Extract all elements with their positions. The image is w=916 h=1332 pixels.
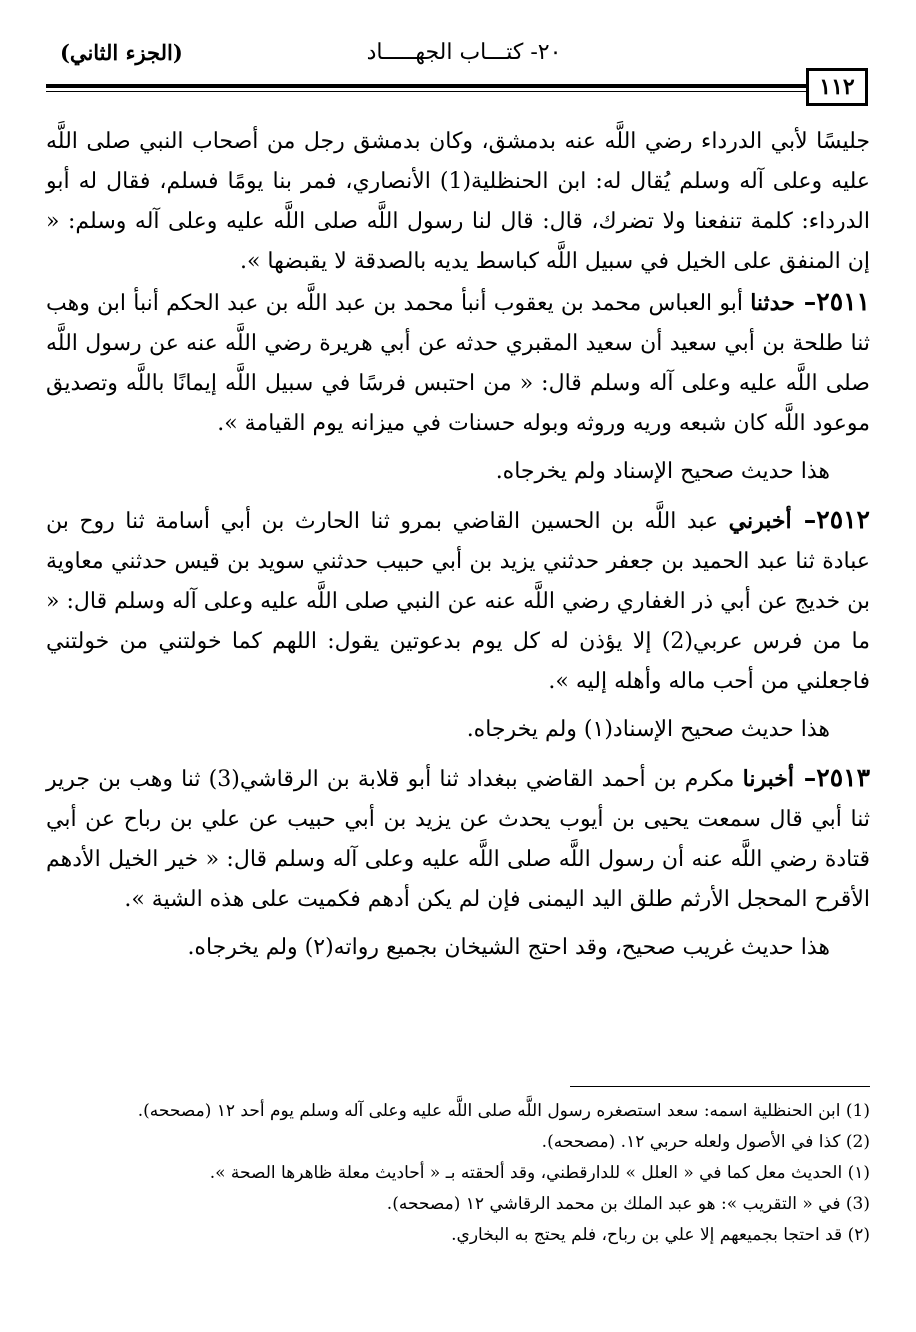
hadith-text: عبد اللَّه بن الحسين القاضي بمرو ثنا الحارث بن أبي أسامة ثنا روح بن عبادة ثنا عبد الحميد بن جعفر حدثني يزيد بن أبي حبيب حدثني سويد بن قيس حدثني معاوية بن خديج عن أبي ذر الغفاري رضي اللَّه عنه عن النبي صلى اللَّه عليه وعلى آله وسلم قال: « ما من فرس عربي(2) إلا يؤذن له كل يوم بدعوتين يقول: اللهم كما خولتني من خولتني فاجعلني من أحب ماله وأهله إليه ». bbox=[46, 509, 870, 694]
footnote: (2) كذا في الأصول ولعله حربي ١٢. (مصححه). bbox=[541, 1132, 870, 1152]
footnote-separator bbox=[570, 1086, 870, 1087]
footnote: (1) ابن الحنظلية اسمه: سعد استصغره رسول اللَّه صلى اللَّه عليه وعلى آله وسلم يوم أحد ١٢ (مصححه). bbox=[137, 1101, 870, 1121]
hadith-2511: ٢٥١١– حدثنا أبو العباس محمد بن يعقوب أنبأ محمد بن عبد اللَّه بن عبد الحكم أنبأ ابن وهب ثنا طلحة بن أبي سعيد أن سعيد المقبري حدثه عن أبي هريرة رضي اللَّه عنه عن رسول اللَّه صلى اللَّه عليه وعلى آله وسلم قال: « من احتبس فرسًا في سبيل اللَّه إيمانًا باللَّه وتصديق موعود اللَّه كان شبعه وريه وروثه وبوله حسنات في ميزانه يوم القيامة ». bbox=[46, 287, 870, 436]
footnote: (3) في « التقريب »: هو عبد الملك بن محمد الرقاشي ١٢ (مصححه). bbox=[386, 1194, 870, 1214]
footnote: (١) الحديث معل كما في « العلل » للدارقطني، وقد ألحقته بـ « أحاديث معلة ظاهرها الصحة ». bbox=[209, 1163, 870, 1183]
hadith-2513: ٢٥١٣– أخبرنا مكرم بن أحمد القاضي ببغداد ثنا أبو قلابة بن الرقاشي(3) ثنا وهب بن جرير ثنا أبي قال سمعت يحيى بن أيوب يحدث عن يزيد بن أبي حبيب عن علي بن رباح عن أبي قتادة رضي اللَّه عنه أن رسول اللَّه صلى اللَّه عليه وعلى آله وسلم قال: « خير الخيل الأدهم الأقرح المحجل الأرثم طلق اليد اليمنى فإن لم يكن أدهم فكميت على هذه الشية ». bbox=[46, 763, 870, 912]
intro-paragraph: جليسًا لأبي الدرداء رضي اللَّه عنه بدمشق، وكان بدمشق رجل من أصحاب النبي صلى اللَّه عليه وعلى آله وسلم يُقال له: ابن الحنظلية(1) الأنصاري، فمر بنا يومًا فسلم، فقال له أبو الدرداء: كلمة تنفعنا ولا تضرك، قال: قال لنا رسول اللَّه صلى اللَّه عليه وعلى آله وسلم: « إن المنفق على الخيل في سبيل اللَّه كباسط يديه بالصدقة لا يقبضها ». bbox=[46, 129, 871, 274]
hadith-text: أبو العباس محمد بن يعقوب أنبأ محمد بن عبد اللَّه بن عبد الحكم أنبأ ابن وهب ثنا طلحة بن أبي سعيد أن سعيد المقبري حدثه عن أبي هريرة رضي اللَّه عنه عن رسول اللَّه صلى اللَّه عليه وعلى آله وسلم قال: « من احتبس فرسًا في سبيل اللَّه إيمانًا باللَّه وتصديق موعود اللَّه كان شبعه وريه وروثه وبوله حسنات في ميزانه يوم القيامة ». bbox=[46, 291, 870, 436]
footnote: (٢) قد احتجا بجميعهم إلا علي بن رباح، فلم يحتج به البخاري. bbox=[451, 1225, 870, 1245]
narration-keyword: أخبرنا bbox=[742, 766, 794, 792]
chapter-title: ٢٠- كتـــاب الجهـــــاد bbox=[366, 40, 562, 65]
main-text bbox=[46, 122, 870, 976]
hadith-text: مكرم بن أحمد القاضي ببغداد ثنا أبو قلابة بن الرقاشي(3) ثنا وهب بن جرير ثنا أبي قال سمعت يحيى بن أيوب يحدث عن يزيد بن أبي حبيب عن علي بن رباح عن أبي قتادة رضي اللَّه عنه أن رسول اللَّه صلى اللَّه عليه وعلى آله وسلم قال: « خير الخيل الأدهم الأقرح المحجل الأرثم طلق اليد اليمنى فإن لم يكن أدهم فكميت على هذه الشية ». bbox=[46, 767, 870, 912]
grading-note: هذا حديث غريب صحيح، وقد احتج الشيخان بجميع رواته(٢) ولم يخرجاه. bbox=[187, 935, 830, 960]
header-rule bbox=[46, 84, 806, 92]
footnotes bbox=[46, 1096, 870, 1251]
hadith-number: ٢٥١١ bbox=[816, 287, 870, 316]
hadith-number: ٢٥١٢ bbox=[816, 505, 870, 534]
narration-keyword: حدثنا bbox=[750, 290, 795, 316]
narration-keyword: أخبرني bbox=[728, 508, 792, 534]
grading-note: هذا حديث صحيح الإسناد ولم يخرجاه. bbox=[495, 459, 830, 484]
volume-label: (الجزء الثاني) bbox=[60, 40, 183, 65]
hadith-2512: ٢٥١٢– أخبرني عبد اللَّه بن الحسين القاضي بمرو ثنا الحارث بن أبي أسامة ثنا روح بن عبادة ثنا عبد الحميد بن جعفر حدثني يزيد بن أبي حبيب حدثني سويد بن قيس حدثني معاوية بن خديج عن أبي ذر الغفاري رضي اللَّه عنه عن النبي صلى اللَّه عليه وعلى آله وسلم قال: « ما من فرس عربي(2) إلا يؤذن له كل يوم بدعوتين يقول: اللهم كما خولتني من خولتني فاجعلني من أحب ماله وأهله إليه ». bbox=[46, 505, 870, 694]
page-header bbox=[60, 40, 868, 100]
hadith-number: ٢٥١٣ bbox=[816, 763, 870, 792]
grading-note: هذا حديث صحيح الإسناد(١) ولم يخرجاه. bbox=[466, 717, 830, 742]
page-number: ١١٢ bbox=[806, 68, 868, 106]
